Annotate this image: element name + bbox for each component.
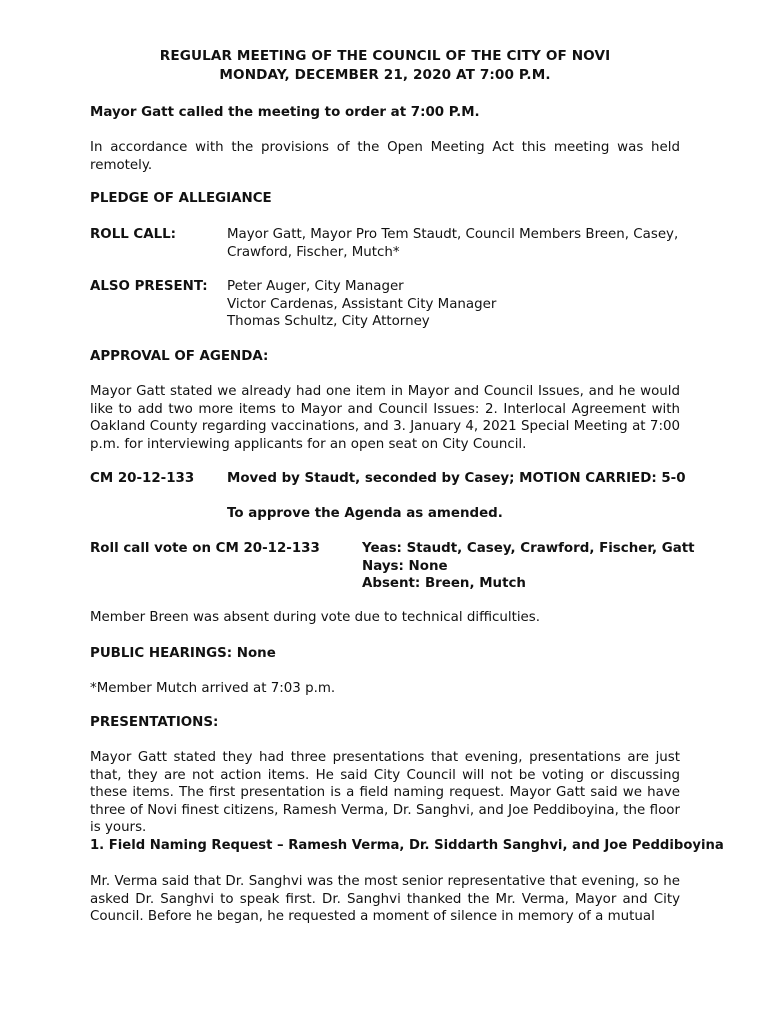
presentations-text: Mayor Gatt stated they had three presentations that evening, presentations are just that, they are not action items. He said City Council will not be voting or discussing these items. The first presentation is a field naming request. Mayor Gatt said we have three of Novi finest citizens, Ramesh Verma, Dr. Sanghvi, and Joe Peddiboyina, the floor is yours. <box>90 750 680 835</box>
public-hearings: PUBLIC HEARINGS: None <box>90 646 276 661</box>
roll-call-label: ROLL CALL: <box>90 227 177 242</box>
vote-yeas: Yeas: Staudt, Casey, Crawford, Fischer, Gatt <box>362 541 695 556</box>
item1-heading: 1. Field Naming Request – Ramesh Verma, Dr. Siddarth Sanghvi, and Joe Peddiboyina <box>90 838 724 853</box>
also-present-list <box>227 278 687 331</box>
document-subtitle: MONDAY, DECEMBER 21, 2020 AT 7:00 P.M. <box>219 67 551 83</box>
approval-text: Mayor Gatt stated we already had one item in Mayor and Council Issues, and he would like to add two more items to Mayor and Council Issues: 2. Interlocal Agreement with Oakland County regarding vaccinations, and 3. January 4, 2021 Special Meeting at 7:00 p.m. for interviewing applicants for an open seat on City Council. <box>90 384 680 452</box>
also-present-person: Victor Cardenas, Assistant City Manager <box>227 296 497 312</box>
roll-vote-label: Roll call vote on CM 20-12-133 <box>90 541 320 556</box>
also-present-person: Peter Auger, City Manager <box>227 279 404 294</box>
document-title: REGULAR MEETING OF THE COUNCIL OF THE CITY OF NOVI <box>159 48 611 64</box>
motion-number: CM 20-12-133 <box>90 471 195 486</box>
vote-absent: Absent: Breen, Mutch <box>362 576 526 591</box>
presentations-heading: PRESENTATIONS: <box>90 715 219 730</box>
open-meeting-statement: In accordance with the provisions of the Open Meeting Act this meeting was held remotely. <box>90 140 680 173</box>
roll-call-line: Crawford, Fischer, Mutch* <box>227 244 400 260</box>
roll-vote-results <box>362 540 695 593</box>
also-present-label: ALSO PRESENT: <box>90 279 208 294</box>
call-to-order: Mayor Gatt called the meeting to order at 7:00 P.M. <box>90 105 480 120</box>
motion-text: Moved by Staudt, seconded by Casey; MOTION CARRIED: 5-0 <box>227 471 686 486</box>
pledge-heading: PLEDGE OF ALLEGIANCE <box>90 191 272 206</box>
vote-nays: Nays: None <box>362 558 448 574</box>
also-present-person: Thomas Schultz, City Attorney <box>227 314 430 329</box>
roll-call-line: Mayor Gatt, Mayor Pro Tem Staudt, Council Members Breen, Casey, <box>227 227 679 242</box>
item1-text: Mr. Verma said that Dr. Sanghvi was the most senior representative that evening, so he asked Dr. Sanghvi to speak first. Dr. Sanghvi thanked the Mr. Verma, Mayor and City Council. Before he began, he requested a moment of silence in memory of a mutual <box>90 874 680 924</box>
motion-purpose: To approve the Agenda as amended. <box>227 506 503 521</box>
breen-note: Member Breen was absent during vote due to technical difficulties. <box>90 610 541 625</box>
approval-heading: APPROVAL OF AGENDA: <box>90 349 269 364</box>
roll-call-members <box>227 226 687 261</box>
mutch-note: *Member Mutch arrived at 7:03 p.m. <box>90 681 336 696</box>
